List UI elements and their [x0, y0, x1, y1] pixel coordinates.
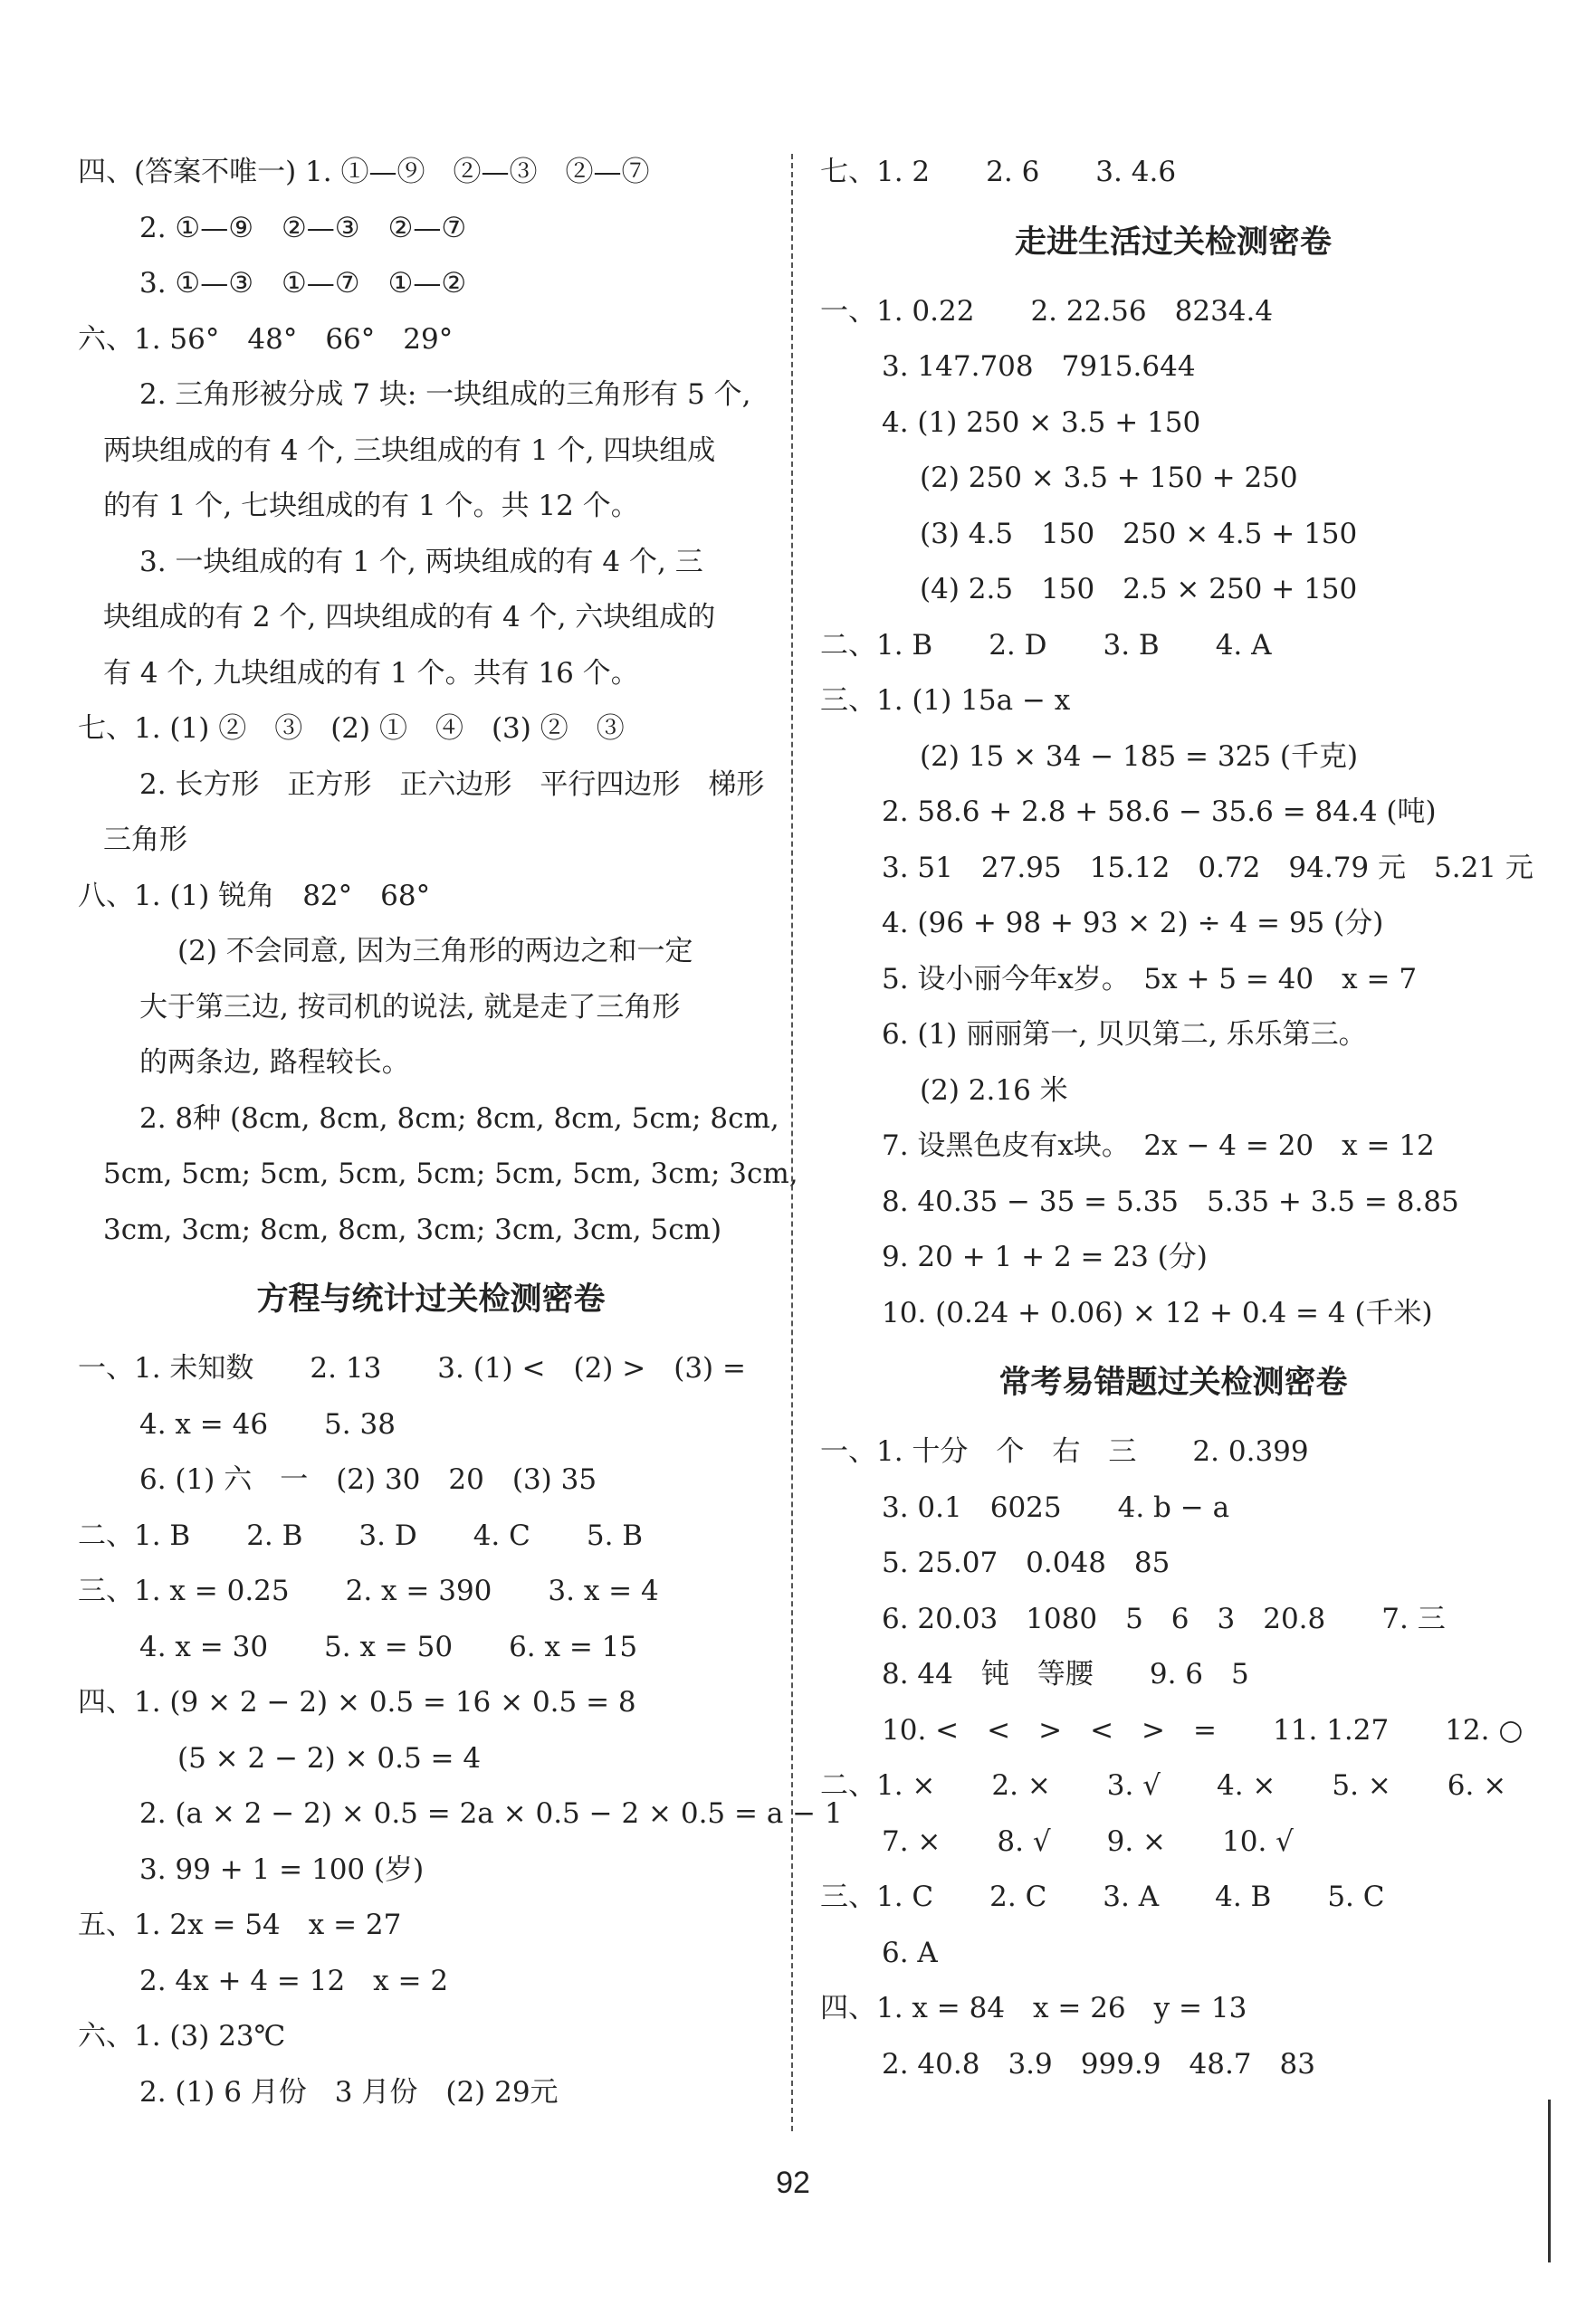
answer-line: 七、1. 2 2. 6 3. 4.6 — [820, 156, 1177, 188]
page-edge-line — [1548, 2100, 1551, 2262]
answer-line: (2) 15 × 34 − 185 = 325 (千克) — [920, 739, 1359, 773]
answer-line: 3. 51 27.95 15.12 0.72 94.79 元 5.21 元 — [882, 851, 1533, 884]
answer-line: 八、1. (1) 锐角 82° 68° — [78, 879, 431, 912]
section-heading: 常考易错题过关检测密卷 — [998, 1365, 1348, 1401]
answer-line: 3cm, 3cm; 8cm, 8cm, 3cm; 3cm, 3cm, 5cm) — [103, 1213, 722, 1246]
answer-line: 4. x = 46 5. 38 — [139, 1407, 396, 1441]
answer-line: 8. 44 钝 等腰 9. 6 5 — [882, 1658, 1249, 1691]
answer-line: (4) 2.5 150 2.5 × 250 + 150 — [920, 573, 1358, 605]
answer-line: (2) 250 × 3.5 + 150 + 250 — [920, 462, 1298, 494]
answer-line: 有 4 个, 九块组成的有 1 个。共有 16 个。 — [103, 656, 639, 690]
answer-line: 4. x = 30 5. x = 50 6. x = 15 — [139, 1630, 638, 1663]
right-column — [820, 145, 1533, 2092]
answer-line: 6. A — [882, 1936, 938, 1969]
left-column — [78, 145, 843, 2120]
answer-line: 7. × 8. √ 9. × 10. √ — [882, 1824, 1294, 1858]
answer-line: 二、1. × 2. × 3. √ 4. × 5. × 6. × — [820, 1769, 1507, 1802]
answer-line: 6. (1) 丽丽第一, 贝贝第二, 乐乐第三。 — [882, 1018, 1367, 1051]
answer-line: 4. (1) 250 × 3.5 + 150 — [882, 405, 1201, 439]
answer-line: 2. 58.6 + 2.8 + 58.6 − 35.6 = 84.4 (吨) — [882, 795, 1437, 828]
answer-line: 10. (0.24 + 0.06) × 12 + 0.4 = 4 (千米) — [882, 1296, 1433, 1329]
answer-line: 6. (1) 六 一 (2) 30 20 (3) 35 — [139, 1463, 597, 1496]
answer-line: 5cm, 5cm; 5cm, 5cm, 5cm; 5cm, 5cm, 3cm; 3cm, — [103, 1157, 798, 1190]
answer-line: 四、1. x = 84 x = 26 y = 13 — [820, 1992, 1247, 2024]
answer-line: 3. ①—③ ①—⑦ ①—② — [139, 267, 467, 300]
answer-line: 3. 99 + 1 = 100 (岁) — [139, 1853, 425, 1886]
answer-line: 一、1. 未知数 2. 13 3. (1) < (2) > (3) = — [78, 1352, 746, 1385]
answer-line: 六、1. (3) 23℃ — [78, 2020, 286, 2053]
answer-line: 2. (1) 6 月份 3 月份 (2) 29元 — [139, 2075, 559, 2109]
answer-line: (2) 不会同意, 因为三角形的两边之和一定 — [177, 935, 693, 967]
answer-line: 10. < < > < > = 11. 1.27 12. ○ — [882, 1713, 1524, 1747]
answer-line: 二、1. B 2. D 3. B 4. A — [820, 628, 1272, 662]
answer-line: 7. 设黑色皮有x块。 2x − 4 = 20 x = 12 — [882, 1129, 1435, 1162]
answer-line: 两块组成的有 4 个, 三块组成的有 1 个, 四块组成 — [103, 433, 716, 467]
answer-line: 二、1. B 2. B 3. D 4. C 5. B — [78, 1519, 644, 1552]
answer-line: 2. ①—⑨ ②—③ ②—⑦ — [139, 211, 467, 244]
answer-line: (5 × 2 − 2) × 0.5 = 4 — [177, 1741, 482, 1775]
answer-line: 四、(答案不唯一) 1. ①—⑨ ②—③ ②—⑦ — [78, 156, 650, 188]
section-heading: 走进生活过关检测密卷 — [1014, 224, 1332, 261]
answer-line: 3. 147.708 7915.644 — [882, 350, 1196, 383]
answer-line: 的有 1 个, 七块组成的有 1 个。共 12 个。 — [103, 490, 639, 522]
section-heading: 方程与统计过关检测密卷 — [256, 1281, 606, 1318]
answer-line: 七、1. (1) ② ③ (2) ① ④ (3) ② ③ — [78, 712, 625, 745]
answer-line: 六、1. 56° 48° 66° 29° — [78, 322, 454, 356]
answer-line: 四、1. (9 × 2 − 2) × 0.5 = 16 × 0.5 = 8 — [78, 1686, 636, 1719]
answer-line: 3. 0.1 6025 4. b − a — [882, 1491, 1230, 1524]
answer-line: 4. (96 + 98 + 93 × 2) ÷ 4 = 95 (分) — [882, 907, 1384, 939]
answer-line: 8. 40.35 − 35 = 5.35 5.35 + 3.5 = 8.85 — [882, 1185, 1459, 1218]
answer-line: 5. 25.07 0.048 85 — [882, 1547, 1170, 1579]
answer-line: 块组成的有 2 个, 四块组成的有 4 个, 六块组成的 — [103, 601, 716, 633]
answer-line: 2. (a × 2 − 2) × 0.5 = 2a × 0.5 − 2 × 0.5 = a − 1 — [139, 1797, 843, 1830]
answer-line: 9. 20 + 1 + 2 = 23 (分) — [882, 1241, 1208, 1273]
answer-line: 2. 4x + 4 = 12 x = 2 — [139, 1964, 449, 1997]
answer-line: 五、1. 2x = 54 x = 27 — [78, 1909, 402, 1941]
answer-line: 5. 设小丽今年x岁。 5x + 5 = 40 x = 7 — [882, 962, 1418, 995]
page-number: 92 — [776, 2166, 810, 2200]
answer-line: 2. 三角形被分成 7 块: 一块组成的三角形有 5 个, — [139, 378, 751, 411]
answer-line: 三角形 — [103, 824, 187, 856]
answer-line: (2) 2.16 米 — [920, 1073, 1068, 1107]
answer-line: 6. 20.03 1080 5 6 3 20.8 7. 三 — [882, 1602, 1446, 1635]
answer-line: (3) 4.5 150 250 × 4.5 + 150 — [920, 517, 1358, 550]
answer-line: 的两条边, 路程较长。 — [139, 1046, 410, 1079]
answer-line: 三、1. x = 0.25 2. x = 390 3. x = 4 — [78, 1575, 659, 1607]
answer-line: 2. 长方形 正方形 正六边形 平行四边形 梯形 — [139, 767, 765, 801]
answer-line: 2. 40.8 3.9 999.9 48.7 83 — [882, 2047, 1315, 2081]
answer-line: 大于第三边, 按司机的说法, 就是走了三角形 — [139, 990, 681, 1024]
column-divider — [791, 154, 793, 2131]
answer-line: 2. 8种 (8cm, 8cm, 8cm; 8cm, 8cm, 5cm; 8cm, — [139, 1101, 779, 1135]
answer-line: 三、1. C 2. C 3. A 4. B 5. C — [820, 1881, 1385, 1913]
answer-line: 3. 一块组成的有 1 个, 两块组成的有 4 个, 三 — [139, 545, 703, 578]
answer-line: 一、1. 十分 个 右 三 2. 0.399 — [820, 1435, 1309, 1468]
answer-line: 三、1. (1) 15a − x — [820, 684, 1071, 717]
answer-line: 一、1. 0.22 2. 22.56 8234.4 — [820, 294, 1274, 328]
